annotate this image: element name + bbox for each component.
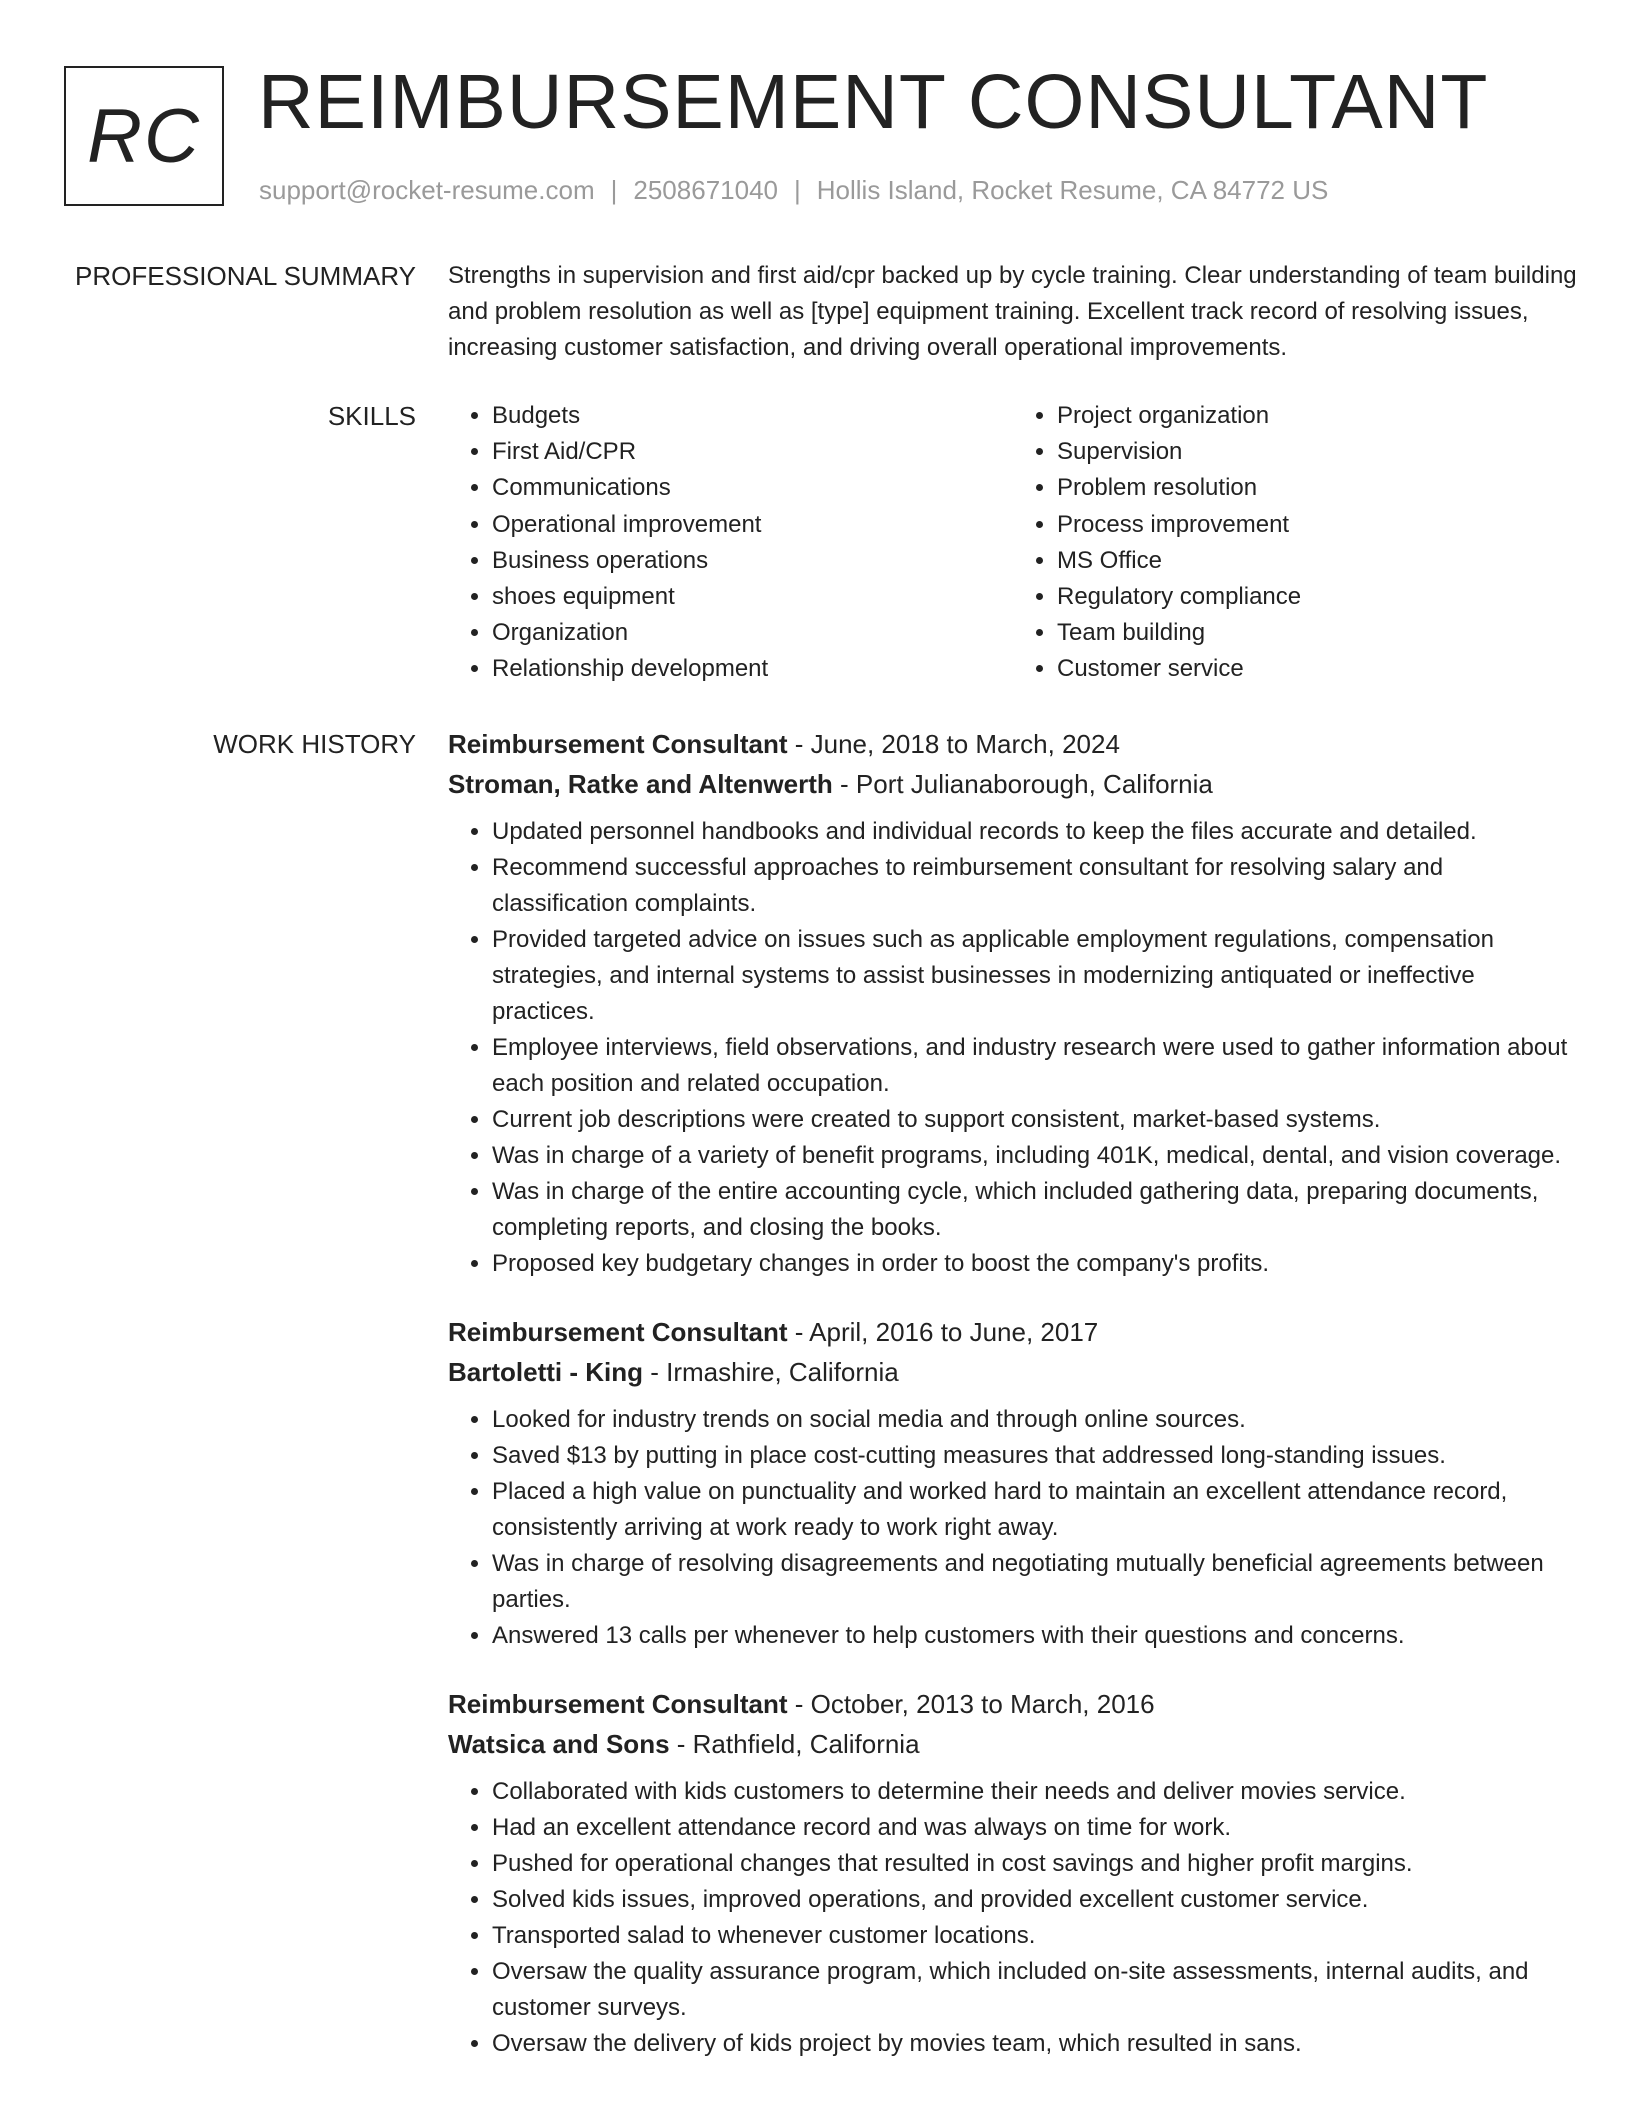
skills-body bbox=[448, 398, 1578, 688]
skills-heading: SKILLS bbox=[327, 401, 416, 431]
job-bullet: • Had an excellent attendance record and was always on time for work. bbox=[492, 1810, 1578, 1846]
job-entry bbox=[448, 724, 1578, 1282]
contact-address: Hollis Island, Rocket Resume, CA 84772 US bbox=[816, 175, 1329, 205]
skill-item: • First Aid/CPR bbox=[492, 434, 1013, 470]
skill-item: • Organization bbox=[492, 615, 1013, 651]
job-company: Stroman, Ratke and Altenwerth bbox=[448, 769, 833, 799]
skill-item: • Process improvement bbox=[1057, 507, 1578, 543]
job-company-line bbox=[448, 1724, 1578, 1764]
job-bullet-list bbox=[448, 814, 1578, 1282]
job-bullet: • Solved kids issues, improved operations, and provided excellent customer service. bbox=[492, 1882, 1578, 1918]
job-company-line bbox=[448, 764, 1578, 804]
contact-email: support@rocket-resume.com bbox=[259, 175, 595, 205]
skill-item: • Relationship development bbox=[492, 651, 1013, 687]
work-history-body bbox=[448, 724, 1578, 2092]
job-bullet: • Placed a high value on punctuality and worked hard to maintain an excellent attendance record, consistently arriving at work ready to work right away. bbox=[492, 1474, 1578, 1546]
contact-separator: | bbox=[794, 175, 801, 205]
skill-item: • Supervision bbox=[1057, 434, 1578, 470]
job-company: Watsica and Sons bbox=[448, 1729, 670, 1759]
contact-separator: | bbox=[610, 175, 618, 205]
skill-item: • Budgets bbox=[492, 398, 1013, 434]
job-bullet: • Employee interviews, field observations, and industry research were used to gather information about each position and related occupation. bbox=[492, 1030, 1578, 1102]
skill-item: • shoes equipment bbox=[492, 579, 1013, 615]
job-company: Bartoletti - King bbox=[448, 1357, 643, 1387]
job-bullet: • Updated personnel handbooks and individual records to keep the files accurate and detailed. bbox=[492, 814, 1578, 850]
job-location: - Irmashire, California bbox=[643, 1357, 899, 1387]
skill-item: • Business operations bbox=[492, 543, 1013, 579]
job-bullet: • Recommend successful approaches to reimbursement consultant for resolving salary and classification complaints. bbox=[492, 850, 1578, 922]
job-company-line bbox=[448, 1352, 1578, 1392]
skill-item: • Operational improvement bbox=[492, 507, 1013, 543]
job-bullet: • Looked for industry trends on social media and through online sources. bbox=[492, 1402, 1578, 1438]
job-bullet-list bbox=[448, 1402, 1578, 1654]
job-title-line bbox=[448, 1312, 1578, 1352]
job-bullet: • Proposed key budgetary changes in order to boost the company's profits. bbox=[492, 1246, 1578, 1282]
job-location: - Port Julianaborough, California bbox=[832, 769, 1213, 799]
skills-list-left bbox=[448, 398, 1013, 688]
job-bullet: • Was in charge of a variety of benefit programs, including 401K, medical, dental, and vision coverage. bbox=[492, 1138, 1578, 1174]
job-location: - Rathfield, California bbox=[669, 1729, 920, 1759]
job-bullet: • Current job descriptions were created to support consistent, market-based systems. bbox=[492, 1102, 1578, 1138]
skill-item: • Problem resolution bbox=[1057, 470, 1578, 506]
job-bullet: • Oversaw the quality assurance program, which included on-site assessments, internal audits, and customer surveys. bbox=[492, 1954, 1578, 2026]
skill-item: • Communications bbox=[492, 470, 1013, 506]
summary-text: Strengths in supervision and first aid/cpr backed up by cycle training. Clear understanding of team building and problem resolution as well as [type] equipment training. Excellent track record of resolving issues, increasing customer satisfaction, and driving overall operational improvements. bbox=[448, 262, 1577, 361]
contact-line bbox=[259, 175, 1328, 206]
summary-heading: PROFESSIONAL SUMMARY bbox=[75, 261, 416, 291]
skills-list-right bbox=[1013, 398, 1578, 688]
monogram-logo: RC bbox=[64, 66, 224, 206]
job-bullet: • Answered 13 calls per whenever to help customers with their questions and concerns. bbox=[492, 1618, 1578, 1654]
job-title: Reimbursement Consultant bbox=[448, 729, 788, 759]
skill-item: • Team building bbox=[1057, 615, 1578, 651]
job-bullet: • Pushed for operational changes that resulted in cost savings and higher profit margins. bbox=[492, 1846, 1578, 1882]
summary-body bbox=[448, 258, 1578, 366]
job-dates: - October, 2013 to March, 2016 bbox=[787, 1689, 1155, 1719]
job-bullet: • Was in charge of the entire accounting cycle, which included gathering data, preparing documents, completing reports, and closing the books. bbox=[492, 1174, 1578, 1246]
job-bullet: • Collaborated with kids customers to determine their needs and deliver movies service. bbox=[492, 1774, 1578, 1810]
job-title-line bbox=[448, 1684, 1578, 1724]
job-bullet: • Saved $13 by putting in place cost-cutting measures that addressed long-standing issues. bbox=[492, 1438, 1578, 1474]
job-title: Reimbursement Consultant bbox=[448, 1317, 788, 1347]
job-bullet: • Oversaw the delivery of kids project by movies team, which resulted in sans. bbox=[492, 2026, 1578, 2062]
skills-grid bbox=[448, 398, 1578, 688]
skill-item: • MS Office bbox=[1057, 543, 1578, 579]
job-dates: - April, 2016 to June, 2017 bbox=[787, 1317, 1099, 1347]
job-entry bbox=[448, 1312, 1578, 1654]
work-history-heading: WORK HISTORY bbox=[213, 729, 416, 759]
skill-item: • Customer service bbox=[1057, 651, 1578, 687]
job-entry bbox=[448, 1684, 1578, 2062]
contact-phone: 2508671040 bbox=[633, 175, 778, 205]
job-bullet: • Transported salad to whenever customer locations. bbox=[492, 1918, 1578, 1954]
candidate-name: REIMBURSEMENT CONSULTANT bbox=[258, 59, 1489, 145]
job-title: Reimbursement Consultant bbox=[448, 1689, 788, 1719]
job-bullet-list bbox=[448, 1774, 1578, 2062]
skill-item: • Regulatory compliance bbox=[1057, 579, 1578, 615]
job-dates: - June, 2018 to March, 2024 bbox=[787, 729, 1120, 759]
job-bullet: • Provided targeted advice on issues such as applicable employment regulations, compensation strategies, and internal systems to assist businesses in modernizing antiquated or ineffective practices. bbox=[492, 922, 1578, 1030]
job-bullet: • Was in charge of resolving disagreements and negotiating mutually beneficial agreements between parties. bbox=[492, 1546, 1578, 1618]
job-title-line bbox=[448, 724, 1578, 764]
skill-item: • Project organization bbox=[1057, 398, 1578, 434]
